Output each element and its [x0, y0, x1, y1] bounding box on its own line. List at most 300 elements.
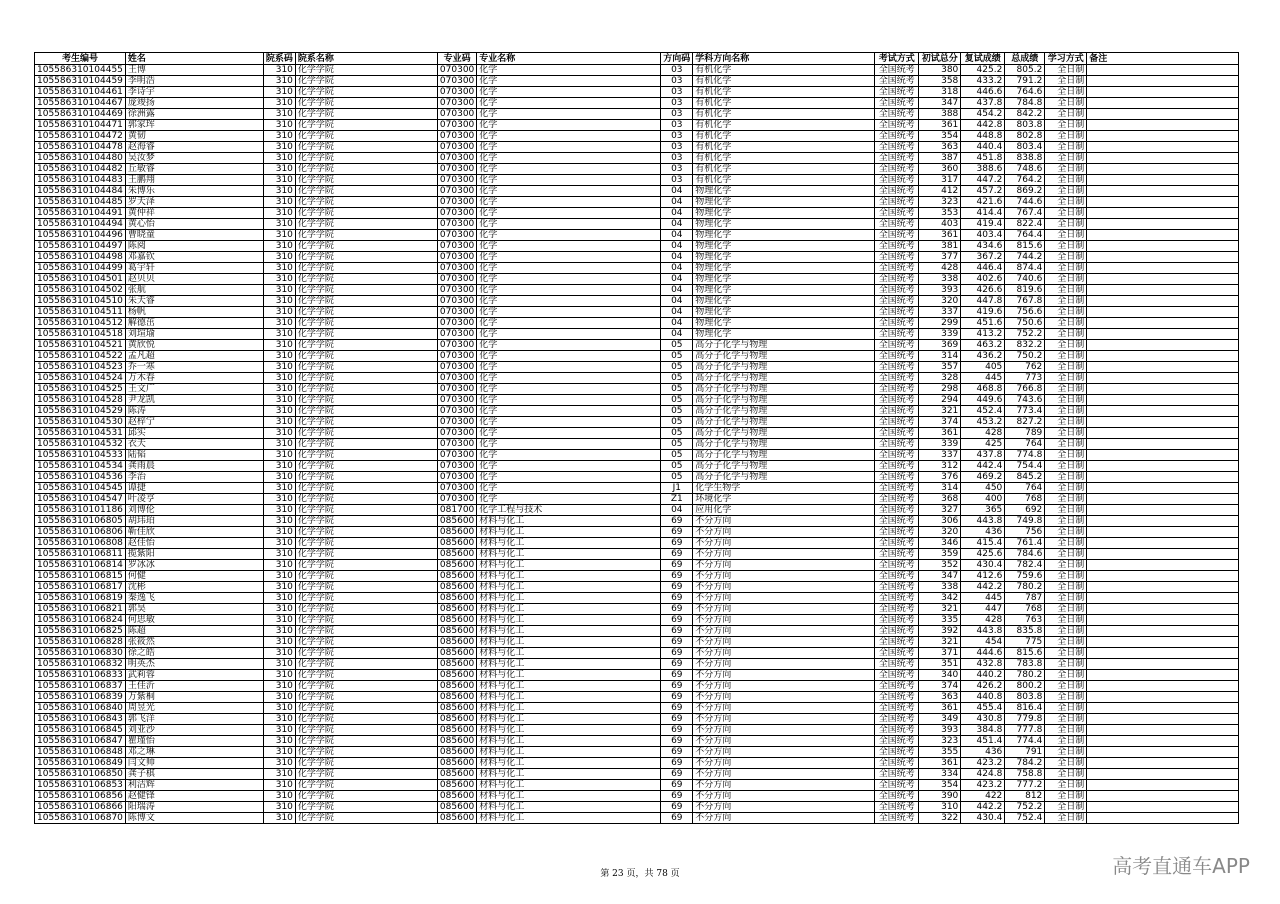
retest-score-cell: 451.6	[961, 318, 1005, 329]
exam-type-cell: 全国统考	[875, 186, 919, 197]
exam-type-cell: 全国统考	[875, 648, 919, 659]
name-cell: 罗冰冰	[125, 560, 263, 571]
direction-name-cell: 不分方向	[693, 670, 875, 681]
direction-name-cell: 有机化学	[693, 131, 875, 142]
study-mode-cell: 全日制	[1045, 703, 1087, 714]
initial-score-cell: 388	[919, 109, 961, 120]
direction-code-cell: 69	[661, 747, 693, 758]
study-mode-cell: 全日制	[1045, 813, 1087, 824]
exam-type-cell: 全国统考	[875, 395, 919, 406]
study-mode-cell: 全日制	[1045, 593, 1087, 604]
major-name-cell: 化学	[477, 241, 661, 252]
total-score-cell: 752.2	[1005, 802, 1045, 813]
study-mode-cell: 全日制	[1045, 318, 1087, 329]
direction-name-cell: 高分子化学与物理	[693, 428, 875, 439]
initial-score-cell: 323	[919, 197, 961, 208]
major-name-cell: 材料与化工	[477, 538, 661, 549]
direction-name-cell: 物理化学	[693, 307, 875, 318]
remark-cell	[1087, 120, 1239, 131]
initial-score-cell: 412	[919, 186, 961, 197]
exam-type-cell: 全国统考	[875, 230, 919, 241]
direction-name-cell: 物理化学	[693, 274, 875, 285]
remark-cell	[1087, 736, 1239, 747]
study-mode-cell: 全日制	[1045, 769, 1087, 780]
initial-score-cell: 428	[919, 263, 961, 274]
major-code-cell: 070300	[437, 296, 476, 307]
dept-name-cell: 化学学院	[295, 538, 437, 549]
dept-code-cell: 310	[263, 373, 295, 384]
name-cell: 庞竣扬	[125, 98, 263, 109]
exam-type-cell: 全国统考	[875, 241, 919, 252]
major-code-cell: 085600	[437, 714, 476, 725]
study-mode-cell: 全日制	[1045, 175, 1087, 186]
col-header: 总成绩	[1005, 53, 1045, 65]
exam-type-cell: 全国统考	[875, 384, 919, 395]
major-name-cell: 材料与化工	[477, 692, 661, 703]
major-code-cell: 070300	[437, 340, 476, 351]
study-mode-cell: 全日制	[1045, 274, 1087, 285]
dept-code-cell: 310	[263, 307, 295, 318]
dept-name-cell: 化学学院	[295, 483, 437, 494]
study-mode-cell: 全日制	[1045, 538, 1087, 549]
exam-id-cell: 105586310106811	[35, 549, 126, 560]
major-code-cell: 070300	[437, 439, 476, 450]
name-cell: 朱天睿	[125, 296, 263, 307]
remark-cell	[1087, 714, 1239, 725]
retest-score-cell: 451.4	[961, 736, 1005, 747]
exam-type-cell: 全国统考	[875, 681, 919, 692]
dept-name-cell: 化学学院	[295, 307, 437, 318]
exam-id-cell: 105586310101186	[35, 505, 126, 516]
study-mode-cell: 全日制	[1045, 208, 1087, 219]
retest-score-cell: 424.8	[961, 769, 1005, 780]
table-row	[35, 758, 1239, 769]
initial-score-cell: 361	[919, 120, 961, 131]
remark-cell	[1087, 681, 1239, 692]
name-cell: 赵海睿	[125, 142, 263, 153]
total-score-cell: 819.6	[1005, 285, 1045, 296]
direction-name-cell: 物理化学	[693, 252, 875, 263]
major-code-cell: 070300	[437, 131, 476, 142]
exam-id-cell: 105586310106866	[35, 802, 126, 813]
exam-id-cell: 105586310106832	[35, 659, 126, 670]
dept-name-cell: 化学学院	[295, 615, 437, 626]
major-code-cell: 070300	[437, 98, 476, 109]
dept-code-cell: 310	[263, 362, 295, 373]
exam-id-cell: 105586310106856	[35, 791, 126, 802]
table-row	[35, 406, 1239, 417]
name-cell: 赵贝贝	[125, 274, 263, 285]
retest-score-cell: 468.8	[961, 384, 1005, 395]
name-cell: 揽紫阳	[125, 549, 263, 560]
direction-code-cell: 69	[661, 714, 693, 725]
exam-id-cell: 105586310104524	[35, 373, 126, 384]
table-row	[35, 538, 1239, 549]
direction-code-cell: 03	[661, 120, 693, 131]
major-name-cell: 化学	[477, 153, 661, 164]
exam-id-cell: 105586310104547	[35, 494, 126, 505]
major-name-cell: 材料与化工	[477, 681, 661, 692]
direction-code-cell: 04	[661, 219, 693, 230]
study-mode-cell: 全日制	[1045, 417, 1087, 428]
dept-name-cell: 化学学院	[295, 571, 437, 582]
exam-id-cell: 105586310106850	[35, 769, 126, 780]
retest-score-cell: 384.8	[961, 725, 1005, 736]
major-name-cell: 化学	[477, 450, 661, 461]
initial-score-cell: 327	[919, 505, 961, 516]
total-score-cell: 784.2	[1005, 758, 1045, 769]
direction-name-cell: 不分方向	[693, 549, 875, 560]
major-code-cell: 085600	[437, 527, 476, 538]
name-cell: 郭家珲	[125, 120, 263, 131]
study-mode-cell: 全日制	[1045, 428, 1087, 439]
total-score-cell: 845.2	[1005, 472, 1045, 483]
study-mode-cell: 全日制	[1045, 395, 1087, 406]
study-mode-cell: 全日制	[1045, 736, 1087, 747]
direction-code-cell: 04	[661, 307, 693, 318]
exam-id-cell: 105586310104530	[35, 417, 126, 428]
remark-cell	[1087, 692, 1239, 703]
exam-type-cell: 全国统考	[875, 219, 919, 230]
initial-score-cell: 387	[919, 153, 961, 164]
exam-type-cell: 全国统考	[875, 461, 919, 472]
table-row	[35, 494, 1239, 505]
initial-score-cell: 338	[919, 582, 961, 593]
table-row	[35, 109, 1239, 120]
dept-name-cell: 化学学院	[295, 450, 437, 461]
exam-id-cell: 105586310106853	[35, 780, 126, 791]
retest-score-cell: 442.2	[961, 802, 1005, 813]
direction-name-cell: 不分方向	[693, 659, 875, 670]
exam-id-cell: 105586310104459	[35, 76, 126, 87]
dept-name-cell: 化学学院	[295, 406, 437, 417]
table-row	[35, 186, 1239, 197]
major-name-cell: 化学	[477, 406, 661, 417]
major-code-cell: 085600	[437, 791, 476, 802]
dept-name-cell: 化学学院	[295, 725, 437, 736]
retest-score-cell: 445	[961, 593, 1005, 604]
name-cell: 陆韬	[125, 450, 263, 461]
direction-code-cell: Z1	[661, 494, 693, 505]
initial-score-cell: 377	[919, 252, 961, 263]
major-code-cell: 085600	[437, 604, 476, 615]
direction-code-cell: 69	[661, 758, 693, 769]
major-code-cell: 070300	[437, 318, 476, 329]
major-name-cell: 化学	[477, 76, 661, 87]
remark-cell	[1087, 164, 1239, 175]
initial-score-cell: 359	[919, 549, 961, 560]
total-score-cell: 756	[1005, 527, 1045, 538]
direction-name-cell: 物理化学	[693, 230, 875, 241]
watermark: 高考直通车APP	[1112, 854, 1250, 878]
dept-name-cell: 化学学院	[295, 527, 437, 538]
total-score-cell: 815.6	[1005, 241, 1045, 252]
remark-cell	[1087, 450, 1239, 461]
dept-name-cell: 化学学院	[295, 505, 437, 516]
direction-code-cell: 05	[661, 406, 693, 417]
study-mode-cell: 全日制	[1045, 241, 1087, 252]
dept-code-cell: 310	[263, 538, 295, 549]
exam-id-cell: 105586310106840	[35, 703, 126, 714]
total-score-cell: 827.2	[1005, 417, 1045, 428]
study-mode-cell: 全日制	[1045, 351, 1087, 362]
initial-score-cell: 320	[919, 527, 961, 538]
retest-score-cell: 446.6	[961, 87, 1005, 98]
major-code-cell: 085600	[437, 692, 476, 703]
major-code-cell: 085600	[437, 615, 476, 626]
remark-cell	[1087, 483, 1239, 494]
study-mode-cell: 全日制	[1045, 373, 1087, 384]
direction-name-cell: 高分子化学与物理	[693, 395, 875, 406]
major-name-cell: 材料与化工	[477, 725, 661, 736]
direction-code-cell: 03	[661, 87, 693, 98]
total-score-cell: 780.2	[1005, 670, 1045, 681]
study-mode-cell: 全日制	[1045, 714, 1087, 725]
dept-code-cell: 310	[263, 285, 295, 296]
direction-name-cell: 物理化学	[693, 329, 875, 340]
table-row	[35, 219, 1239, 230]
dept-code-cell: 310	[263, 571, 295, 582]
dept-name-cell: 化学学院	[295, 153, 437, 164]
initial-score-cell: 321	[919, 406, 961, 417]
major-code-cell: 085600	[437, 659, 476, 670]
total-score-cell: 869.2	[1005, 186, 1045, 197]
initial-score-cell: 338	[919, 274, 961, 285]
direction-code-cell: 04	[661, 230, 693, 241]
dept-code-cell: 310	[263, 692, 295, 703]
exam-type-cell: 全国统考	[875, 637, 919, 648]
total-score-cell: 766.8	[1005, 384, 1045, 395]
exam-type-cell: 全国统考	[875, 604, 919, 615]
study-mode-cell: 全日制	[1045, 197, 1087, 208]
table-row	[35, 549, 1239, 560]
exam-id-cell: 105586310106839	[35, 692, 126, 703]
dept-name-cell: 化学学院	[295, 362, 437, 373]
study-mode-cell: 全日制	[1045, 296, 1087, 307]
major-code-cell: 085600	[437, 802, 476, 813]
dept-name-cell: 化学学院	[295, 65, 437, 76]
direction-name-cell: 高分子化学与物理	[693, 417, 875, 428]
retest-score-cell: 447.8	[961, 296, 1005, 307]
name-cell: 靳佳欣	[125, 527, 263, 538]
table-row	[35, 384, 1239, 395]
name-cell: 黄心怡	[125, 219, 263, 230]
direction-name-cell: 有机化学	[693, 76, 875, 87]
name-cell: 王博	[125, 65, 263, 76]
table-row	[35, 175, 1239, 186]
name-cell: 乔一寒	[125, 362, 263, 373]
col-header: 学习方式	[1045, 53, 1087, 65]
dept-name-cell: 化学学院	[295, 648, 437, 659]
major-name-cell: 材料与化工	[477, 791, 661, 802]
retest-score-cell: 415.4	[961, 538, 1005, 549]
major-code-cell: 070300	[437, 186, 476, 197]
exam-type-cell: 全国统考	[875, 472, 919, 483]
direction-name-cell: 物理化学	[693, 263, 875, 274]
retest-score-cell: 434.6	[961, 241, 1005, 252]
exam-id-cell: 105586310104528	[35, 395, 126, 406]
major-code-cell: 085600	[437, 725, 476, 736]
direction-name-cell: 物理化学	[693, 296, 875, 307]
remark-cell	[1087, 725, 1239, 736]
table-row	[35, 428, 1239, 439]
dept-code-cell: 310	[263, 791, 295, 802]
exam-type-cell: 全国统考	[875, 274, 919, 285]
dept-name-cell: 化学学院	[295, 560, 437, 571]
total-score-cell: 782.4	[1005, 560, 1045, 571]
name-cell: 陈阅	[125, 241, 263, 252]
retest-score-cell: 446.4	[961, 263, 1005, 274]
major-name-cell: 材料与化工	[477, 747, 661, 758]
direction-code-cell: 04	[661, 197, 693, 208]
direction-name-cell: 物理化学	[693, 219, 875, 230]
remark-cell	[1087, 505, 1239, 516]
dept-name-cell: 化学学院	[295, 780, 437, 791]
study-mode-cell: 全日制	[1045, 615, 1087, 626]
table-row	[35, 593, 1239, 604]
major-code-cell: 070300	[437, 373, 476, 384]
direction-name-cell: 不分方向	[693, 637, 875, 648]
study-mode-cell: 全日制	[1045, 483, 1087, 494]
total-score-cell: 787	[1005, 593, 1045, 604]
retest-score-cell: 450	[961, 483, 1005, 494]
major-name-cell: 化学	[477, 318, 661, 329]
study-mode-cell: 全日制	[1045, 527, 1087, 538]
direction-name-cell: 物理化学	[693, 241, 875, 252]
dept-name-cell: 化学学院	[295, 109, 437, 120]
initial-score-cell: 321	[919, 604, 961, 615]
remark-cell	[1087, 362, 1239, 373]
total-score-cell: 756.6	[1005, 307, 1045, 318]
exam-id-cell: 105586310106848	[35, 747, 126, 758]
exam-id-cell: 105586310104532	[35, 439, 126, 450]
remark-cell	[1087, 263, 1239, 274]
direction-code-cell: 69	[661, 615, 693, 626]
dept-code-cell: 310	[263, 461, 295, 472]
major-code-cell: 070300	[437, 197, 476, 208]
name-cell: 张航	[125, 285, 263, 296]
exam-type-cell: 全国统考	[875, 98, 919, 109]
total-score-cell: 759.6	[1005, 571, 1045, 582]
retest-score-cell: 440.2	[961, 670, 1005, 681]
dept-name-cell: 化学学院	[295, 230, 437, 241]
direction-code-cell: 69	[661, 516, 693, 527]
dept-code-cell: 310	[263, 560, 295, 571]
exam-id-cell: 105586310104478	[35, 142, 126, 153]
initial-score-cell: 318	[919, 87, 961, 98]
major-name-cell: 材料与化工	[477, 604, 661, 615]
direction-name-cell: 高分子化学与物理	[693, 373, 875, 384]
exam-id-cell: 105586310104461	[35, 87, 126, 98]
dept-name-cell: 化学学院	[295, 659, 437, 670]
remark-cell	[1087, 769, 1239, 780]
total-score-cell: 784.8	[1005, 98, 1045, 109]
major-name-cell: 材料与化工	[477, 769, 661, 780]
direction-code-cell: 69	[661, 538, 693, 549]
remark-cell	[1087, 802, 1239, 813]
major-code-cell: 085600	[437, 747, 476, 758]
dept-code-cell: 310	[263, 241, 295, 252]
major-name-cell: 材料与化工	[477, 549, 661, 560]
direction-name-cell: 不分方向	[693, 802, 875, 813]
exam-id-cell: 105586310104522	[35, 351, 126, 362]
remark-cell	[1087, 439, 1239, 450]
table-row	[35, 439, 1239, 450]
study-mode-cell: 全日制	[1045, 76, 1087, 87]
total-score-cell: 803.8	[1005, 120, 1045, 131]
remark-cell	[1087, 384, 1239, 395]
dept-code-cell: 310	[263, 758, 295, 769]
retest-score-cell: 423.2	[961, 780, 1005, 791]
exam-type-cell: 全国统考	[875, 197, 919, 208]
remark-cell	[1087, 516, 1239, 527]
total-score-cell: 816.4	[1005, 703, 1045, 714]
total-score-cell: 803.8	[1005, 692, 1045, 703]
exam-type-cell: 全国统考	[875, 362, 919, 373]
dept-code-cell: 310	[263, 769, 295, 780]
dept-code-cell: 310	[263, 351, 295, 362]
dept-code-cell: 310	[263, 131, 295, 142]
dept-name-cell: 化学学院	[295, 285, 437, 296]
total-score-cell: 789	[1005, 428, 1045, 439]
table-row	[35, 329, 1239, 340]
study-mode-cell: 全日制	[1045, 384, 1087, 395]
direction-name-cell: 不分方向	[693, 538, 875, 549]
initial-score-cell: 376	[919, 472, 961, 483]
initial-score-cell: 390	[919, 791, 961, 802]
total-score-cell: 767.4	[1005, 208, 1045, 219]
direction-code-cell: 03	[661, 175, 693, 186]
remark-cell	[1087, 274, 1239, 285]
study-mode-cell: 全日制	[1045, 516, 1087, 527]
major-name-cell: 化学	[477, 483, 661, 494]
dept-name-cell: 化学学院	[295, 472, 437, 483]
dept-name-cell: 化学学院	[295, 626, 437, 637]
major-code-cell: 070300	[437, 362, 476, 373]
direction-name-cell: 不分方向	[693, 626, 875, 637]
dept-name-cell: 化学学院	[295, 340, 437, 351]
study-mode-cell: 全日制	[1045, 131, 1087, 142]
major-name-cell: 材料与化工	[477, 813, 661, 824]
remark-cell	[1087, 428, 1239, 439]
retest-score-cell: 445	[961, 373, 1005, 384]
direction-name-cell: 不分方向	[693, 692, 875, 703]
name-cell: 丘敏睿	[125, 164, 263, 175]
dept-code-cell: 310	[263, 637, 295, 648]
study-mode-cell: 全日制	[1045, 560, 1087, 571]
table-row	[35, 395, 1239, 406]
total-score-cell: 750.2	[1005, 351, 1045, 362]
exam-id-cell: 105586310104518	[35, 329, 126, 340]
table-row	[35, 703, 1239, 714]
exam-type-cell: 全国统考	[875, 76, 919, 87]
major-code-cell: 070300	[437, 285, 476, 296]
study-mode-cell: 全日制	[1045, 186, 1087, 197]
direction-code-cell: 03	[661, 131, 693, 142]
retest-score-cell: 442.8	[961, 120, 1005, 131]
retest-score-cell: 421.6	[961, 197, 1005, 208]
direction-name-cell: 不分方向	[693, 615, 875, 626]
exam-type-cell: 全国统考	[875, 560, 919, 571]
exam-type-cell: 全国统考	[875, 307, 919, 318]
initial-score-cell: 374	[919, 417, 961, 428]
exam-id-cell: 105586310104525	[35, 384, 126, 395]
exam-id-cell: 105586310104523	[35, 362, 126, 373]
remark-cell	[1087, 406, 1239, 417]
table-row	[35, 76, 1239, 87]
exam-type-cell: 全国统考	[875, 142, 919, 153]
exam-type-cell: 全国统考	[875, 659, 919, 670]
